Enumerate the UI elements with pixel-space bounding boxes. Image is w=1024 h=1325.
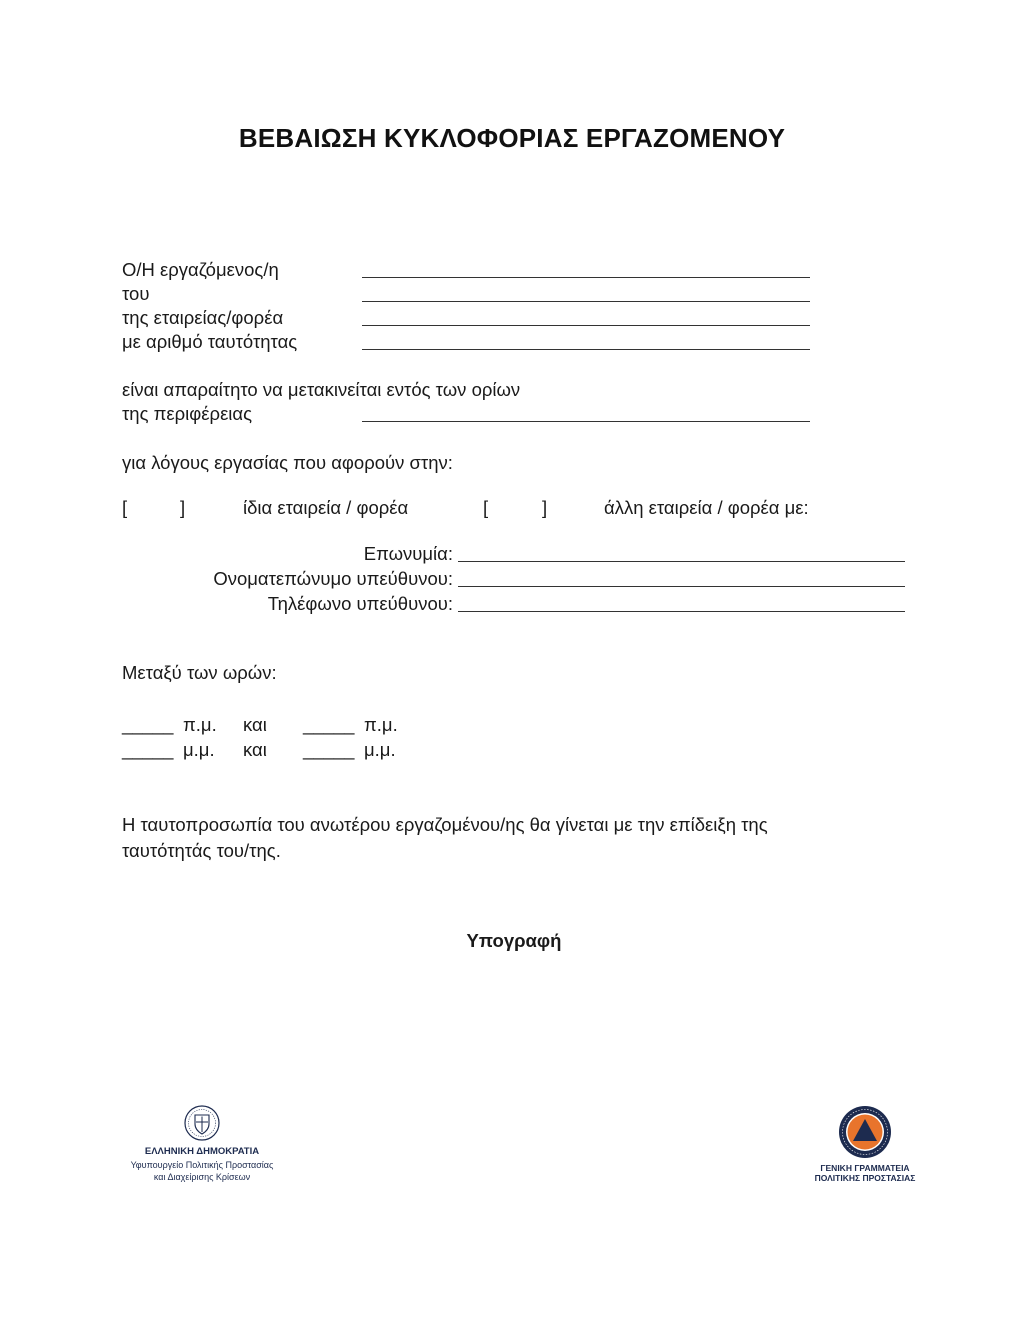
other-name-label: Επωνυμία:: [363, 543, 453, 564]
am-start-blank[interactable]: _____: [122, 714, 174, 735]
greek-coat-of-arms-icon: [183, 1104, 221, 1142]
pm-and: και: [243, 739, 267, 760]
identity-text-line2: ταυτότητάς του/της.: [122, 840, 281, 861]
movement-text: είναι απαραίτητο να μετακινείται εντός των ορίων: [122, 379, 521, 400]
identity-text-line1: Η ταυτοπροσωπία του ανωτέρου εργαζομένου/ης θα γίνεται με την επίδειξη της: [122, 814, 768, 835]
company-label: της εταιρείας/φορέα: [122, 307, 284, 328]
responsible-phone-label: Τηλέφωνο υπεύθυνου:: [267, 593, 453, 614]
region-label: της περιφέρειας: [122, 403, 253, 424]
employee-field[interactable]: [362, 277, 810, 278]
footer-left-ministry: Υφυπουργείο Πολιτικής Προστασίας: [130, 1160, 274, 1170]
signature-label: Υπογραφή: [466, 930, 562, 951]
pm-end-blank[interactable]: _____: [303, 739, 355, 760]
responsible-phone-field[interactable]: [458, 611, 905, 612]
region-field[interactable]: [362, 421, 810, 422]
company-field[interactable]: [362, 325, 810, 326]
id-number-label: με αριθμό ταυτότητας: [122, 331, 298, 352]
other-company-checkbox-open[interactable]: [: [483, 497, 489, 518]
footer-left-ministry-cont: και Διαχείρισης Κρίσεων: [153, 1172, 251, 1182]
other-company-label: άλλη εταιρεία / φορέα με:: [604, 497, 809, 518]
employee-label: Ο/Η εργαζόμενος/η: [122, 259, 279, 280]
same-company-label: ίδια εταιρεία / φορέα: [243, 497, 409, 518]
work-reasons-text: για λόγους εργασίας που αφορούν στην:: [122, 452, 453, 473]
am-start-unit: π.μ.: [183, 714, 217, 735]
civil-protection-logo-icon: [838, 1105, 892, 1159]
responsible-person-label: Ονοματεπώνυμο υπεύθυνου:: [213, 568, 453, 589]
am-and: και: [243, 714, 267, 735]
of-label: του: [122, 283, 150, 304]
pm-start-blank[interactable]: _____: [122, 739, 174, 760]
am-end-unit: π.μ.: [364, 714, 398, 735]
other-name-field[interactable]: [458, 561, 905, 562]
pm-start-unit: μ.μ.: [183, 739, 215, 760]
other-company-checkbox-close[interactable]: ]: [542, 497, 548, 518]
pm-end-unit: μ.μ.: [364, 739, 396, 760]
footer-right-subtitle: ΠΟΛΙΤΙΚΗΣ ΠΡΟΣΤΑΣΙΑΣ: [814, 1173, 916, 1183]
footer-left-title: ΕΛΛΗΝΙΚΗ ΔΗΜΟΚΡΑΤΙΑ: [144, 1146, 260, 1157]
same-company-checkbox-open[interactable]: [: [122, 497, 128, 518]
of-field[interactable]: [362, 301, 810, 302]
am-end-blank[interactable]: _____: [303, 714, 355, 735]
footer-right-title: ΓΕΝΙΚΗ ΓΡΑΜΜΑΤΕΙΑ: [820, 1163, 910, 1173]
document-title: ΒΕΒΑΙΩΣΗ ΚΥΚΛΟΦΟΡΙΑΣ ΕΡΓΑΖΟΜΕΝΟΥ: [238, 123, 786, 153]
id-number-field[interactable]: [362, 349, 810, 350]
responsible-person-field[interactable]: [458, 586, 905, 587]
hours-label: Μεταξύ των ωρών:: [122, 662, 277, 683]
same-company-checkbox-close[interactable]: ]: [180, 497, 186, 518]
